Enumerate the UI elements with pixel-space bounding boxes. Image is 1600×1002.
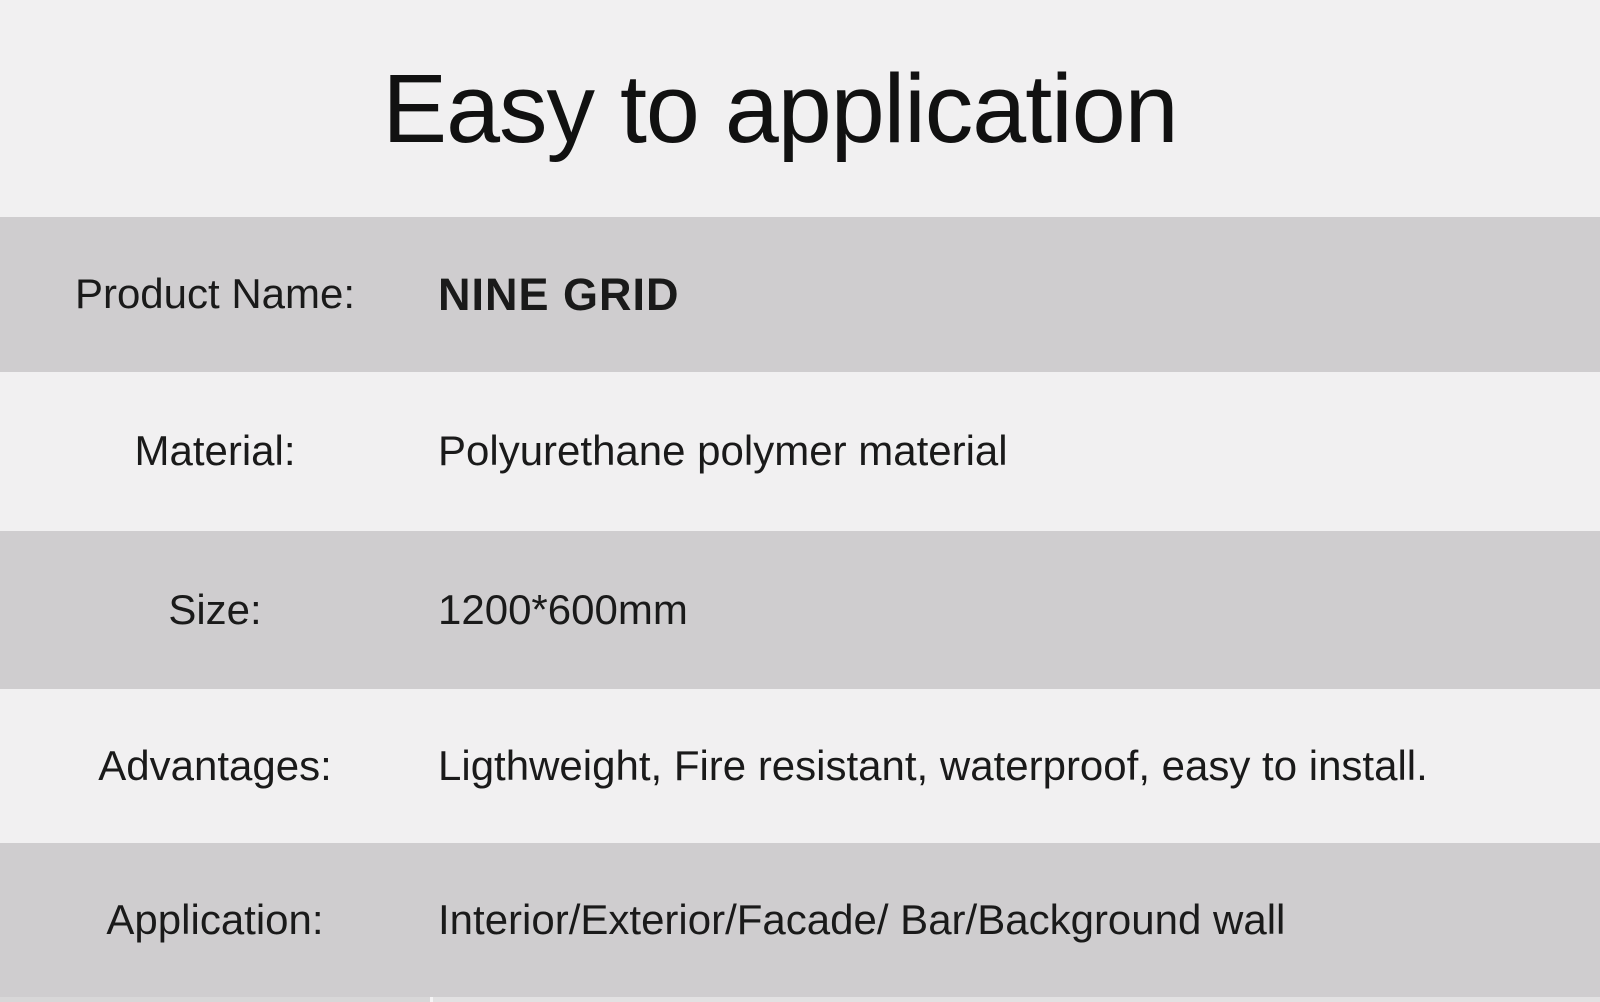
spec-value-advantages: Ligthweight, Fire resistant, waterproof, easy to install. [438, 741, 1428, 789]
next-row-value-cell-edge [433, 997, 1600, 1002]
spec-label-material: Material: [134, 427, 296, 475]
spec-value-application: Interior/Exterior/Facade/ Bar/Background wall [438, 895, 1286, 943]
spec-value-size: 1200*600mm [438, 585, 688, 633]
spec-value-product-name: NINE GRID [438, 268, 680, 320]
spec-row-advantages [0, 689, 1600, 843]
title-section [0, 0, 1600, 217]
spec-row-material [0, 372, 1600, 531]
spec-value-material: Polyurethane polymer material [438, 427, 1008, 475]
next-row-label-cell-edge [0, 997, 430, 1002]
spec-row-application [0, 843, 1600, 997]
spec-label-application: Application: [106, 895, 324, 943]
next-row-clipped-edge [0, 997, 1600, 1002]
spec-label-size: Size: [168, 585, 262, 633]
spec-label-product-name: Product Name: [74, 270, 356, 318]
spec-label-advantages: Advantages: [98, 741, 332, 789]
spec-table [0, 217, 1600, 997]
spec-row-product-name [0, 217, 1600, 372]
spec-row-size [0, 531, 1600, 689]
page-title: Easy to application [382, 53, 1178, 163]
